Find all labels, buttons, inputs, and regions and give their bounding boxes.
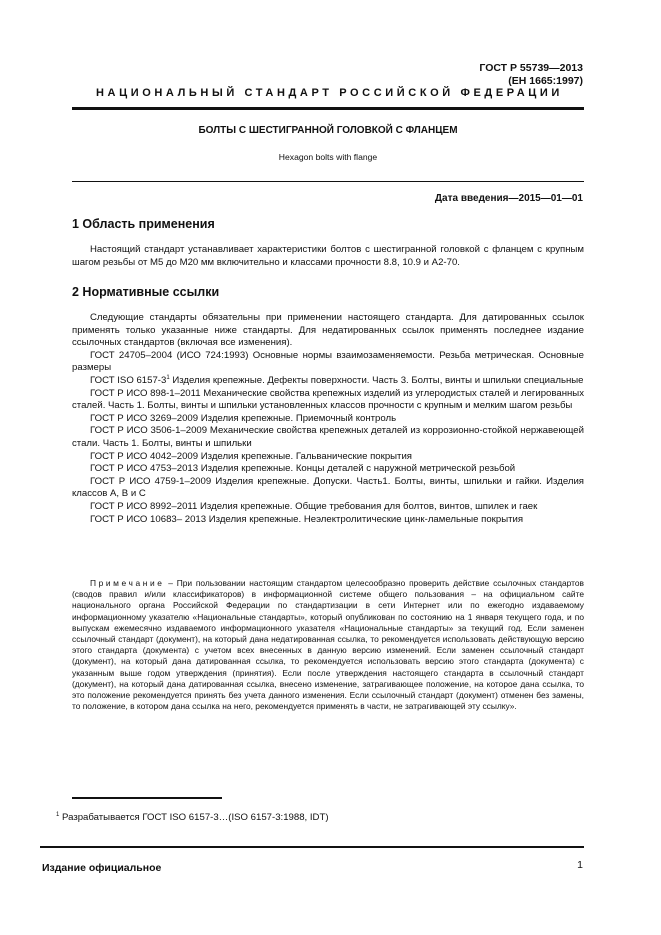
note-paragraph — [72, 578, 584, 712]
note-block — [72, 578, 584, 712]
section-2-heading: 2 Нормативные ссылки — [72, 285, 220, 299]
reference-code: ГОСТ ISO 6157-3 — [90, 374, 167, 386]
standard-number: ГОСТ Р 55739—2013 — [479, 62, 583, 74]
en-reference: (EH 1665:1997) — [508, 75, 583, 87]
section-1-heading: 1 Область применения — [72, 217, 215, 231]
page-number: 1 — [577, 859, 583, 871]
footer-divider — [40, 846, 584, 848]
header-divider — [72, 107, 584, 110]
reference-item: ГОСТ Р ИСО 3506-1–2009 Механические свойства крепежных деталей из коррозионно-стойкой нержавеющей стали. Часть 1. Болты, винты и шпильки — [72, 425, 584, 449]
document-title-en: Hexagon bolts with flange — [278, 152, 378, 162]
reference-item: ГОСТ 24705–2004 (ИСО 724:1993) Основные нормы взаимозаменяемости. Резьба метрическая. Основные размеры — [72, 349, 584, 374]
reference-item: ГОСТ Р ИСО 898-1–2011 Механические свойства крепежных изделий из углеродистых сталей и легированных сталей. Часть 1. Болты, винты и шпильки установленных классов прочности с крупным и мелким шагом резьбы — [72, 387, 584, 412]
section-1-text: Настоящий стандарт устанавливает характеристики болтов с шестигранной головкой с фланцем с крупным шагом резьбы от М5 до М20 мм включительно и классами прочности 8.8, 10.9 и А2-70. — [72, 244, 584, 268]
header-standard-id — [479, 62, 583, 88]
reference-item: ГОСТ Р ИСО 8992–2011 Изделия крепежные. Общие требования для болтов, винтов, шпилек и гаек — [90, 500, 538, 512]
reference-item: ГОСТ Р ИСО 4753–2013 Изделия крепежные. Концы деталей с наружной метрической резьбой — [90, 463, 516, 475]
reference-item: ГОСТ Р ИСО 4759-1–2009 Изделия крепежные. Допуски. Часть1. Болты, винты, шпильки и гайки. Изделия классов А, В и С — [72, 475, 584, 500]
footnote-mark: 1 — [166, 374, 170, 381]
document-title: БОЛТЫ С ШЕСТИГРАННОЙ ГОЛОВКОЙ С ФЛАНЦЕМ — [198, 125, 458, 136]
footnote — [56, 812, 329, 823]
reference-item: ГОСТ Р ИСО 10683– 2013 Изделия крепежные. Неэлектролитические цинк-ламельные покрытия — [90, 513, 524, 525]
footnote-number: 1 — [56, 811, 60, 818]
footnote-separator — [72, 797, 222, 799]
introduction-date: Дата введения—2015—01—01 — [434, 193, 583, 204]
reference-item — [72, 375, 584, 388]
section-2-intro: Следующие стандарты обязательны при применении настоящего стандарта. Для датированных ссылок применять только указанные ниже стандарты. Для недатированных ссылок применять последнее издание ссылочных стандартов (включая все изменения). — [72, 312, 584, 349]
section-1-body — [72, 244, 584, 269]
note-text: – При пользовании настоящим стандартом целесообразно проверить действие ссылочных стандартов (сводов правил и/или классификаторов) в информационной системе общего пользования – на официальном сайте национального органа Российской Федерации по стандартизации в сети Интернет или по ежегодно издаваемому информационному указателю «Национальные стандарты», который опубликован по состоянию на 1 января текущего года, и по выпускам ежемесячно издаваемого информационного указателя «Национальные стандарты» за текущий год. Если заменен ссылочный стандарт (документ), на который дана недатированная ссылка, то рекомендуется использовать действующую версию этого стандарта (документа) с учетом всех внесенных в данную версию изменений. Если заменен ссылочный стандарт (документ), на который дана датированная ссылка, то рекомендуется использовать версию этого стандарта (документа) с указанным выше годом утверждения (принятия). Если после утверждения настоящего стандарта в ссылочный стандарт (документ), на который дана датированная ссылка, внесено изменение, затрагивающее положение, на которое дана ссылка, то это положение рекомендуется принять без учета данного изменения. Если ссылочный стандарт (документ) отменен без замены, то положение, в котором дана ссылка на него, рекомендуется применять в части, не затрагивающей эту ссылку». — [72, 578, 584, 712]
section-2-body — [72, 312, 584, 526]
national-standard-title: НАЦИОНАЛЬНЫЙ СТАНДАРТ РОССИЙСКОЙ ФЕДЕРАЦИИ — [96, 87, 563, 99]
title-divider — [72, 181, 584, 182]
reference-item: ГОСТ Р ИСО 4042–2009 Изделия крепежные. Гальванические покрытия — [90, 450, 412, 462]
note-label: Примечание — [90, 578, 165, 588]
reference-item: ГОСТ Р ИСО 3269–2009 Изделия крепежные. Приемочный контроль — [90, 412, 397, 424]
reference-title: Изделия крепежные. Дефекты поверхности. Часть 3. Болты, винты и шпильки специальные — [169, 374, 584, 386]
footnote-text: Разрабатывается ГОСТ ISO 6157-3…(ISO 6157-3:1988, IDT) — [59, 812, 329, 823]
official-edition-label: Издание официальное — [42, 862, 162, 874]
